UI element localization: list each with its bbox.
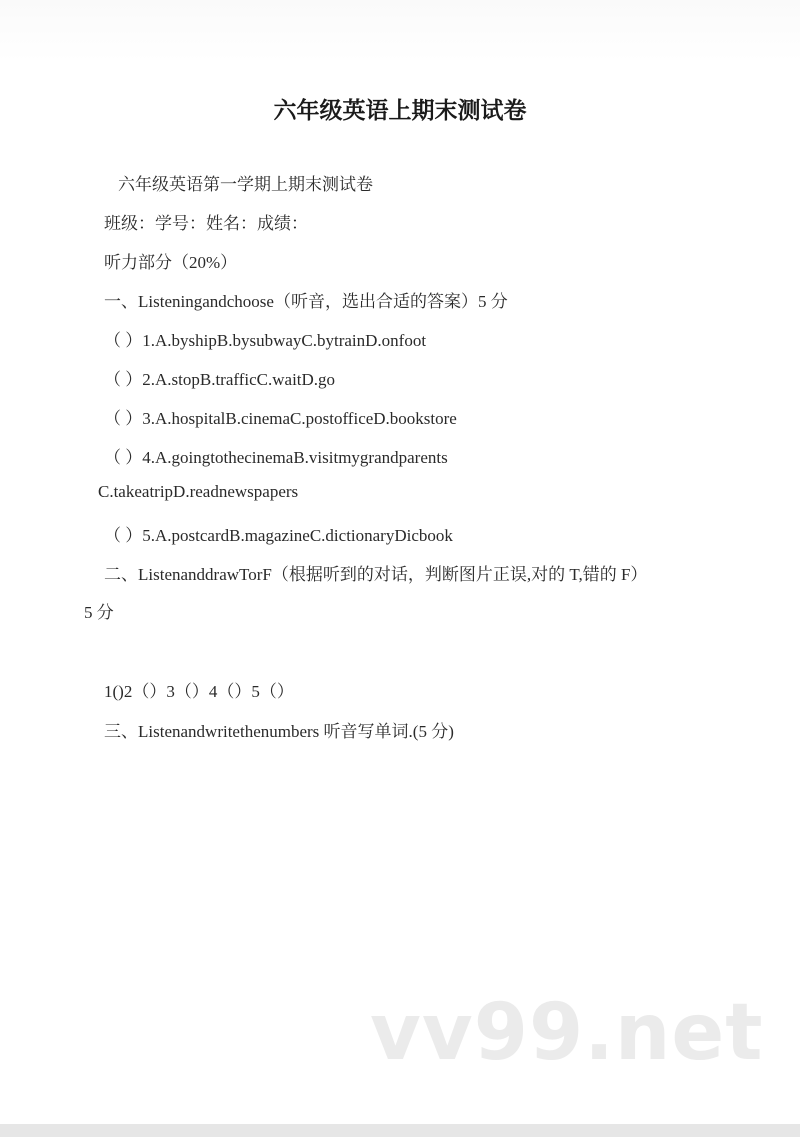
- question-3: （ ）3.A.hospitalB.cinemaC.postofficeD.bookstore: [104, 409, 457, 428]
- part-one-heading: 一、Listeningandchoose（听音，选出合适的答案）5 分: [104, 292, 508, 311]
- student-info-line: 班级：学号：姓名：成绩：: [104, 214, 308, 233]
- document-title: 六年级英语上期末测试卷: [273, 98, 527, 124]
- question-5: （ ）5.A.postcardB.magazineC.dictionaryDicbook: [104, 526, 453, 545]
- question-1: （ ）1.A.byshipB.bysubwayC.bytrainD.onfoot: [104, 331, 427, 350]
- page-bottom-edge: [0, 1124, 800, 1137]
- watermark: vv99.net: [370, 988, 764, 1078]
- page-top-shade: [0, 0, 800, 62]
- question-4-continued: C.takeatripD.readnewspapers: [98, 482, 299, 501]
- part-three-heading: 三、Listenandwritethenumbers 听音写单词.(5 分): [104, 722, 454, 741]
- question-4: （ ）4.A.goingtothecinemaB.visitmygrandparents: [104, 448, 448, 467]
- question-2: （ ）2.A.stopB.trafficC.waitD.go: [104, 370, 336, 389]
- part-two-answers: 1()2（）3（）4（）5（）: [104, 682, 294, 701]
- part-two-score: 5 分: [84, 603, 114, 622]
- subtitle: 六年级英语第一学期上期末测试卷: [118, 175, 373, 194]
- section-heading-listening: 听力部分（20%）: [104, 253, 238, 272]
- part-two-heading: 二、ListenanddrawTorF（根据听到的对话，判断图片正误,对的 T,错的 F）: [104, 565, 648, 584]
